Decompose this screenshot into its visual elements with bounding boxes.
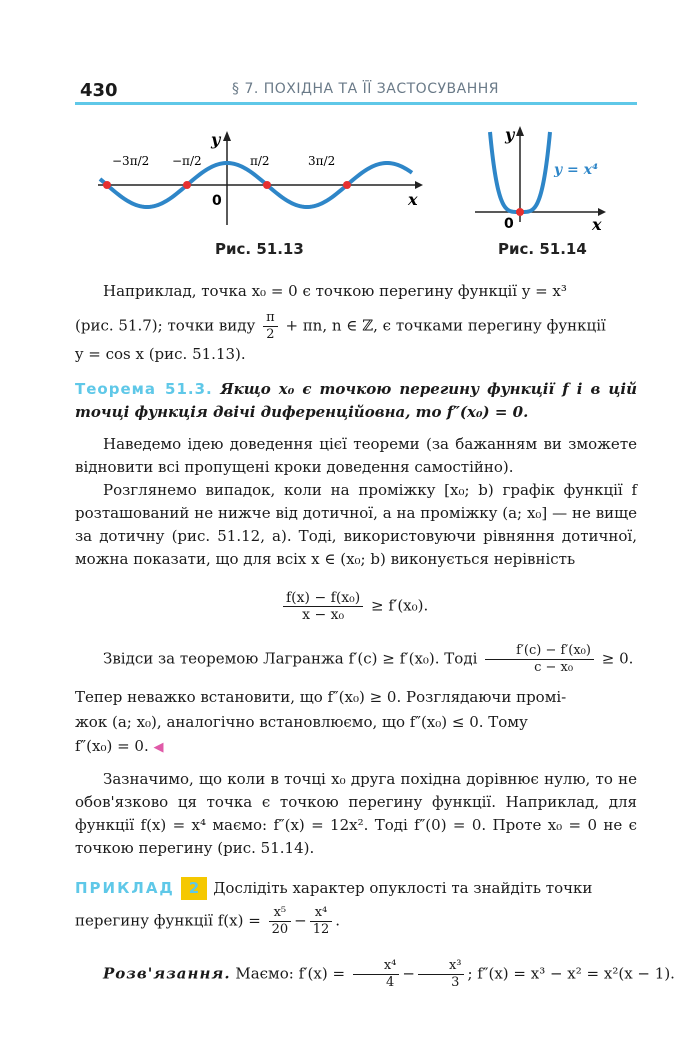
origin-point — [516, 208, 524, 216]
frac-den: x − x₀ — [302, 607, 345, 623]
frac-den: 4 — [385, 975, 395, 990]
example-fraction-2 — [310, 905, 333, 938]
frac-num: π — [263, 310, 278, 327]
y-axis-arrow — [223, 131, 231, 141]
figure-cosine — [90, 125, 430, 235]
tick-label-pi-2: π/2 — [250, 154, 270, 168]
origin-label: 0 — [212, 193, 222, 209]
p5-line3-text: f″(x₀) = 0. — [75, 737, 149, 755]
header-rule — [75, 102, 637, 105]
solution-fraction-1 — [353, 958, 400, 991]
inflection-point — [343, 181, 351, 189]
example-text-1: Дослідіть характер опуклості та знайдіть точки — [213, 879, 593, 897]
example-line-1 — [75, 877, 637, 900]
paragraph-1-line-3: y = cos x (рис. 51.13). — [75, 345, 246, 363]
paragraph-3: Розглянемо випадок, коли на проміжку [x₀; b) графік функції f розташований не нижче від дотичної, а на проміжку (a; x₀] — не вище за дотичну (рис. 51.12, а). Тоді, використовуючи рівняння дотичної, можна показати, що для всіх x ∈ (x₀; b) виконується нерівність — [75, 481, 637, 568]
inflection-point — [103, 181, 111, 189]
paragraph-1-line-1: Наприклад, точка x₀ = 0 є точкою перегину функції y = x³ — [103, 282, 567, 300]
tick-label-neg-pi-2: −π/2 — [172, 154, 202, 168]
example-line-2 — [75, 905, 637, 938]
solution-pre: Маємо: f′(x) = — [235, 964, 346, 983]
page-number: 430 — [80, 80, 118, 101]
paragraph-5-line-3 — [75, 735, 637, 759]
caption-fig-51-13: Рис. 51.13 — [215, 240, 304, 258]
frac-den: 3 — [451, 975, 460, 990]
y-axis-label: y — [505, 125, 515, 144]
example-end: . — [335, 911, 341, 930]
frac-num: x⁴ — [353, 958, 400, 975]
tick-label-3pi-2: 3π/2 — [308, 154, 336, 168]
frac-den: 12 — [312, 922, 330, 937]
example-number: 2 — [181, 877, 207, 900]
y-axis-label: y — [211, 130, 221, 149]
theorem-51-3 — [75, 378, 637, 424]
y-axis-arrow — [516, 126, 524, 136]
x-axis-label: x — [408, 190, 418, 209]
solution-post: ; f″(x) = x³ − x² = x²(x − 1). — [467, 964, 675, 983]
solution-minus: − — [402, 964, 415, 983]
lagrange-fraction — [485, 643, 594, 676]
tick-label-neg-3pi-2: −3π/2 — [112, 154, 150, 168]
frac-num: x⁵ — [269, 905, 292, 922]
p1-line2-post: + πn, n ∈ ℤ, є точками перегину функції — [285, 316, 606, 335]
p4-pre: Звідси за теоремою Лагранжа f′(c) ≥ f′(x₀). Тоді — [103, 649, 478, 668]
solution-fraction-2 — [418, 958, 465, 991]
solution-line — [75, 958, 675, 991]
inflection-point — [263, 181, 271, 189]
paragraph-6: Зазначимо, що коли в точці x₀ друга похідна дорівнює нулю, то не обов'язково ця точка є точкою перегину функції. Наприклад, для функції f(x) = x⁴ маємо: f″(x) = 12x². Тоді f″(0) = 0. Проте x₀ = 0 не є точкою перегину (рис. 51.14). — [75, 770, 637, 857]
paragraph-4 — [75, 643, 637, 676]
running-title: § 7. ПОХІДНА ТА ЇЇ ЗАСТОСУВАННЯ — [232, 81, 499, 97]
frac-den: 20 — [271, 922, 289, 937]
end-of-proof-icon: ◀ — [153, 740, 164, 755]
frac-num: f′(c) − f′(x₀) — [485, 643, 594, 660]
inequality-rhs: ≥ f′(x₀). — [371, 596, 429, 615]
frac-den: c − x₀ — [534, 660, 574, 675]
x-axis-arrow — [415, 181, 423, 189]
inflection-point — [183, 181, 191, 189]
origin-label: 0 — [504, 216, 514, 232]
frac-num: x⁴ — [310, 905, 333, 922]
paragraph-2: Наведемо ідею доведення цієї теореми (за бажанням ви зможете відновити всі пропущені кроки доведення самостійно). — [75, 435, 637, 476]
curve-label: y = x⁴ — [554, 162, 599, 178]
theorem-text: Якщо x₀ є точкою перегину функції f і в цій точці функція двічі диференційовна, то f″(x₀) = 0. — [75, 380, 637, 421]
paragraph-1-line-2 — [75, 310, 637, 343]
theorem-label: Теорема 51.3. — [75, 380, 213, 398]
caption-fig-51-14: Рис. 51.14 — [498, 240, 587, 258]
inequality-display — [280, 590, 580, 623]
paragraph-5-line-2: жок (a; x₀), аналогічно встановлюємо, що f″(x₀) ≤ 0. Тому — [75, 713, 528, 731]
fraction-pi-over-2 — [263, 310, 278, 343]
inequality-fraction — [283, 590, 363, 623]
example-text-2: перегину функції f(x) = — [75, 911, 261, 930]
example-minus: − — [294, 911, 307, 930]
p4-post: ≥ 0. — [601, 649, 634, 668]
example-label: ПРИКЛАД — [75, 879, 175, 897]
frac-num: x³ — [418, 958, 465, 975]
figure-quartic — [470, 122, 620, 232]
example-fraction-1 — [269, 905, 292, 938]
p1-line2-pre: (рис. 51.7); точки виду — [75, 316, 256, 335]
frac-den: 2 — [266, 327, 275, 342]
paragraph-5-line-1: Тепер неважко встановити, що f″(x₀) ≥ 0. Розглядаючи промі- — [75, 688, 567, 706]
solution-label: Розв'язання. — [103, 964, 231, 983]
x-axis-label: x — [592, 215, 602, 232]
frac-num: f(x) − f(x₀) — [283, 590, 363, 607]
